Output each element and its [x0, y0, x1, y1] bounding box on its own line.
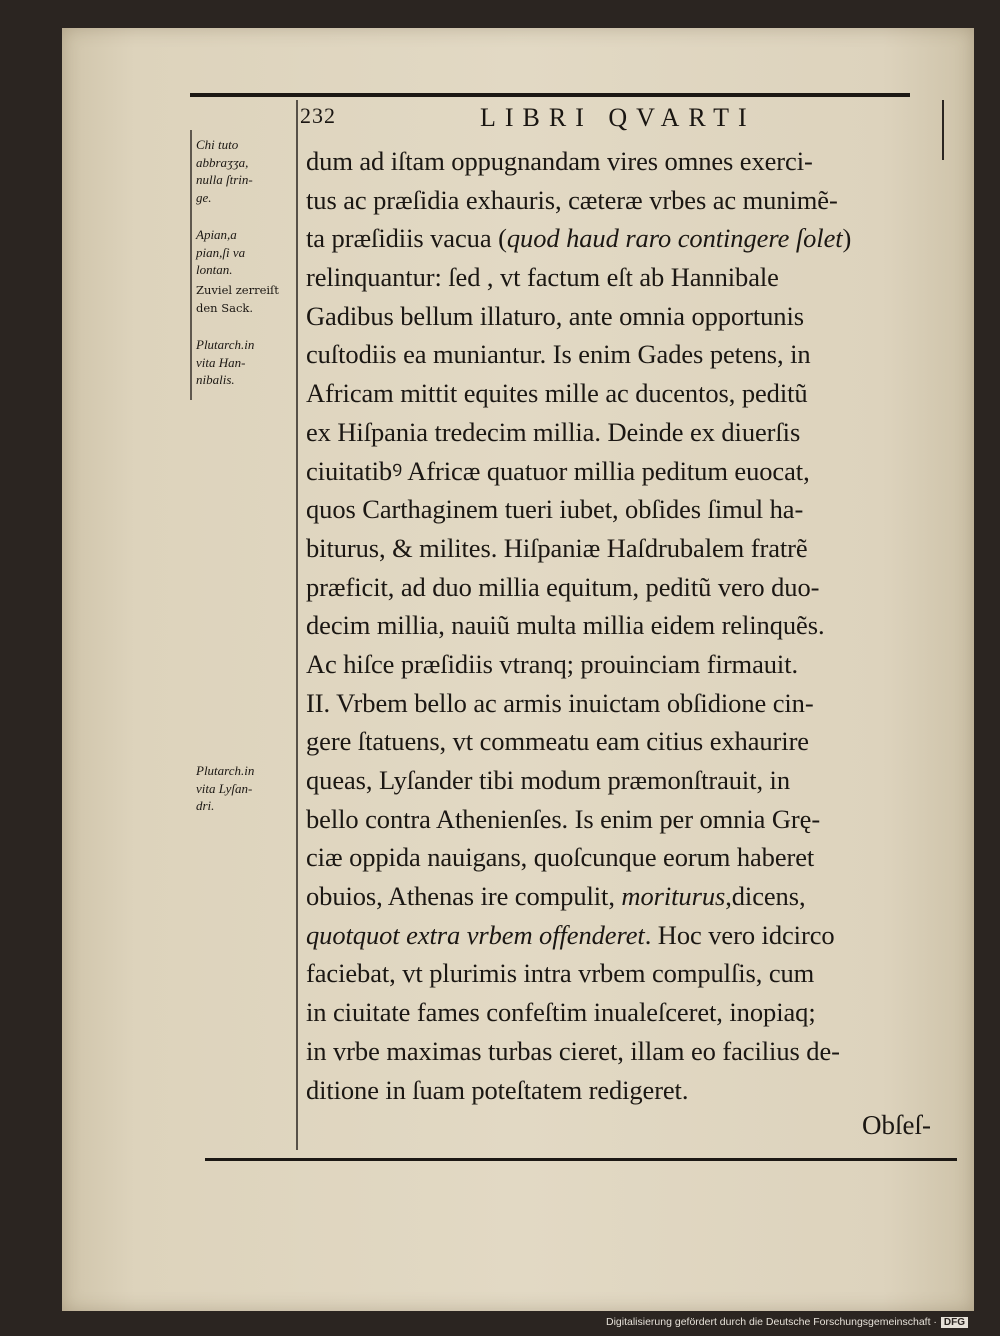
text-line: bello contra Athenienſes. Is enim per omnia Grę-	[306, 803, 821, 834]
running-head	[300, 103, 940, 137]
text-line: gere ſtatuens, vt commeatu eam citius exhaurire	[306, 726, 809, 757]
marginal-note: Plutarch.in vita Lyſan- dri.	[196, 763, 255, 813]
header-rule	[190, 93, 910, 97]
text-line: biturus, & milites. Hiſpaniæ Haſdrubalem fratrẽ	[306, 532, 808, 563]
text-line: ditione in ſuam poteſtatem redigeret.	[306, 1074, 689, 1105]
text-line: ta præſidiis vacua (quod haud raro contingere ſolet)	[306, 223, 852, 254]
text-line: ciuitatibꝰ Africæ quatuor millia peditum euocat,	[306, 455, 810, 486]
text-line: in ciuitate fames confeſtim inualeſceret, inopiaq;	[306, 997, 816, 1028]
marginal-note: Apian,a pian,ſi va lontan.	[196, 227, 246, 277]
text-line: quos Carthaginem tueri iubet, obſides ſimul ha-	[306, 494, 804, 525]
text-line: Gadibus bellum illaturo, ante omnia opportunis	[306, 300, 804, 331]
text-line: ex Hiſpania tredecim millia. Deinde ex diuerſis	[306, 416, 801, 447]
marginal-note: Plutarch.in vita Han- nibalis.	[196, 337, 255, 387]
running-title: LIBRI QVARTI	[480, 103, 756, 132]
digitization-credit	[606, 1316, 996, 1334]
marginal-note: Chi tuto abbraʒʒa, nulla ſtrin- ge.	[196, 137, 253, 205]
text-line: cuſtodiis ea muniantur. Is enim Gades petens, in	[306, 339, 811, 370]
text-line: Ac hiſce præſidiis vtranq; prouinciam firmauit.	[306, 648, 799, 679]
text-line: dum ad iſtam oppugnandam vires omnes exerci-	[306, 146, 813, 176]
text-line: obuios, Athenas ire compulit, moriturus,dicens,	[306, 881, 806, 912]
text-line: faciebat, vt plurimis intra vrbem compulſis, cum	[306, 958, 815, 989]
text-line: II. Vrbem bello ac armis inuictam obſidione cin-	[306, 687, 814, 718]
text-line: queas, Lyſander tibi modum præmonſtrauit, in	[306, 765, 790, 795]
dfg-logo: DFG	[941, 1317, 968, 1328]
text-line: Africam mittit equites mille ac ducentos, peditũ	[306, 378, 808, 409]
text-line: ciæ oppida nauigans, quoſcunque eorum haberet	[306, 842, 815, 873]
text-line: quotquot extra vrbem offenderet. Hoc vero idcirco	[306, 919, 835, 950]
catchword: Obſeſ-	[862, 1110, 931, 1140]
body-text	[306, 142, 946, 1109]
text-line: præficit, ad duo millia equitum, peditũ vero duo-	[306, 571, 820, 602]
text-line: in vrbe maximas turbas cieret, illam eo facilius de-	[306, 1035, 840, 1066]
text-line: tus ac præſidia exhauris, cæteræ vrbes ac munimẽ-	[306, 184, 838, 215]
footer-rule	[205, 1158, 957, 1161]
credit-text: Digitalisierung gefördert durch die Deutsche Forschungsgemeinschaft ·	[606, 1316, 937, 1328]
text-line: decim millia, nauiũ multa millia eidem relinquẽs.	[306, 610, 825, 641]
marginal-note: Zuviel zerreiſt den Sack.	[196, 283, 279, 315]
page-number: 232	[300, 103, 336, 128]
outer-margin-line	[190, 130, 192, 400]
text-line: relinquantur: ſed , vt factum eſt ab Hannibale	[306, 262, 779, 293]
